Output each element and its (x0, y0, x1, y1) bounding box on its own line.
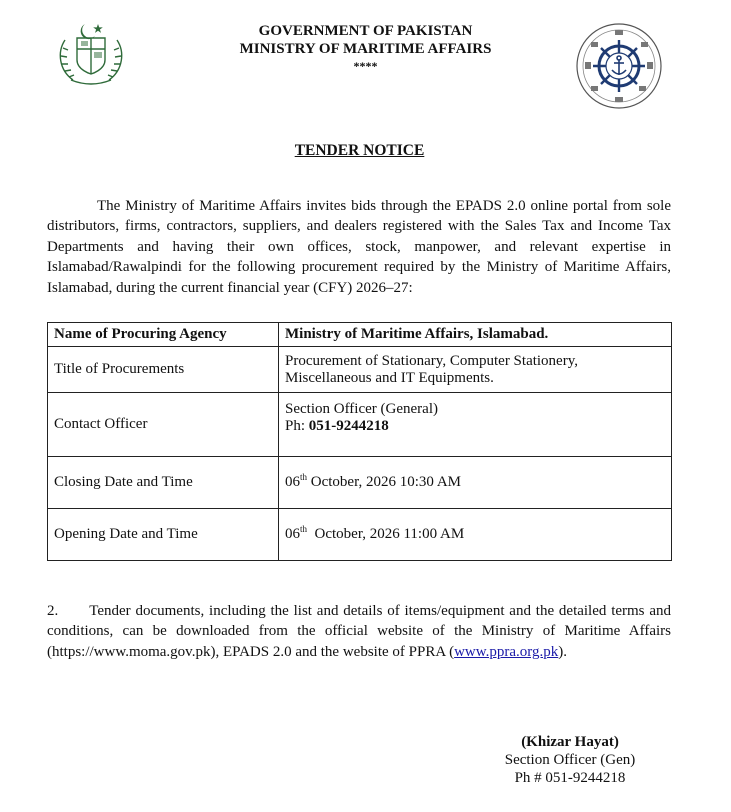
intro-paragraph: The Ministry of Maritime Affairs invites bids through the EPADS 2.0 online portal from sole distributors, firms, contractors, suppliers, and dealers registered with the Sales Tax and Income Tax Departments and having their own offices, stock, manpower, and relevant expertise in Islamabad/Rawalpindi for the following procurement required by the Ministry of Maritime Affairs, Islamabad, during the current financial year (CFY) 2026–27: (47, 198, 671, 296)
opening-date-value (279, 509, 672, 561)
ppra-link[interactable]: www.ppra.org.pk (454, 643, 559, 660)
closing-date-value (279, 457, 672, 509)
procuring-agency-value: Ministry of Maritime Affairs, Islamabad. (279, 323, 672, 347)
table-row (48, 347, 672, 393)
procurement-title-value (279, 347, 672, 393)
contact-officer-phone-line (285, 418, 665, 435)
procurement-title-line1: Procurement of Stationary, Computer Stationery, (285, 352, 578, 369)
table-row (48, 457, 672, 509)
opening-date-rest: October, 2026 11:00 AM (307, 526, 465, 542)
contact-officer-value (279, 393, 672, 457)
ministry-seal-icon (575, 22, 663, 110)
closing-day: 06 (285, 474, 300, 490)
table-row (48, 509, 672, 561)
contact-phone: 051-9244218 (308, 417, 389, 434)
closing-date-label: Closing Date and Time (48, 457, 279, 509)
documents-paragraph (47, 601, 671, 662)
documents-text: Tender documents, including the list and details of items/equipment and the detailed terms and conditions, can be downloaded from the official website of the Ministry of Maritime Affairs (https://www.moma.gov.pk), EPADS 2.0 and the website of PPRA ( (47, 603, 671, 660)
closing-date-rest: October, 2026 10:30 AM (307, 474, 461, 490)
phone-prefix: Ph: (285, 417, 309, 434)
signatory-phone: Ph # 051-9244218 (514, 770, 626, 786)
contact-officer-label: Contact Officer (48, 393, 279, 457)
paragraph-number: 2. (47, 603, 59, 619)
table-row (48, 393, 672, 457)
procuring-agency-label: Name of Procuring Agency (48, 323, 279, 347)
header-ministry: MINISTRY OF MARITIME AFFAIRS (239, 41, 492, 57)
contact-officer-name: Section Officer (General) (285, 400, 438, 417)
tender-details-table (47, 322, 672, 561)
opening-day: 06 (285, 526, 300, 542)
header-stars: **** (353, 59, 378, 73)
page-title: TENDER NOTICE (294, 142, 425, 159)
header-government: GOVERNMENT OF PAKISTAN (258, 23, 473, 39)
closing-day-suffix: th (300, 472, 308, 482)
opening-day-suffix: th (300, 524, 308, 534)
procurement-title-label: Title of Procurements (48, 347, 279, 393)
documents-text-end: ). (558, 643, 567, 660)
signatory-name: (Khizar Hayat) (521, 734, 619, 750)
signatory-designation: Section Officer (Gen) (504, 752, 636, 768)
table-row (48, 323, 672, 347)
procurement-title-line2: Miscellaneous and IT Equipments. (285, 369, 494, 386)
opening-date-label: Opening Date and Time (48, 509, 279, 561)
